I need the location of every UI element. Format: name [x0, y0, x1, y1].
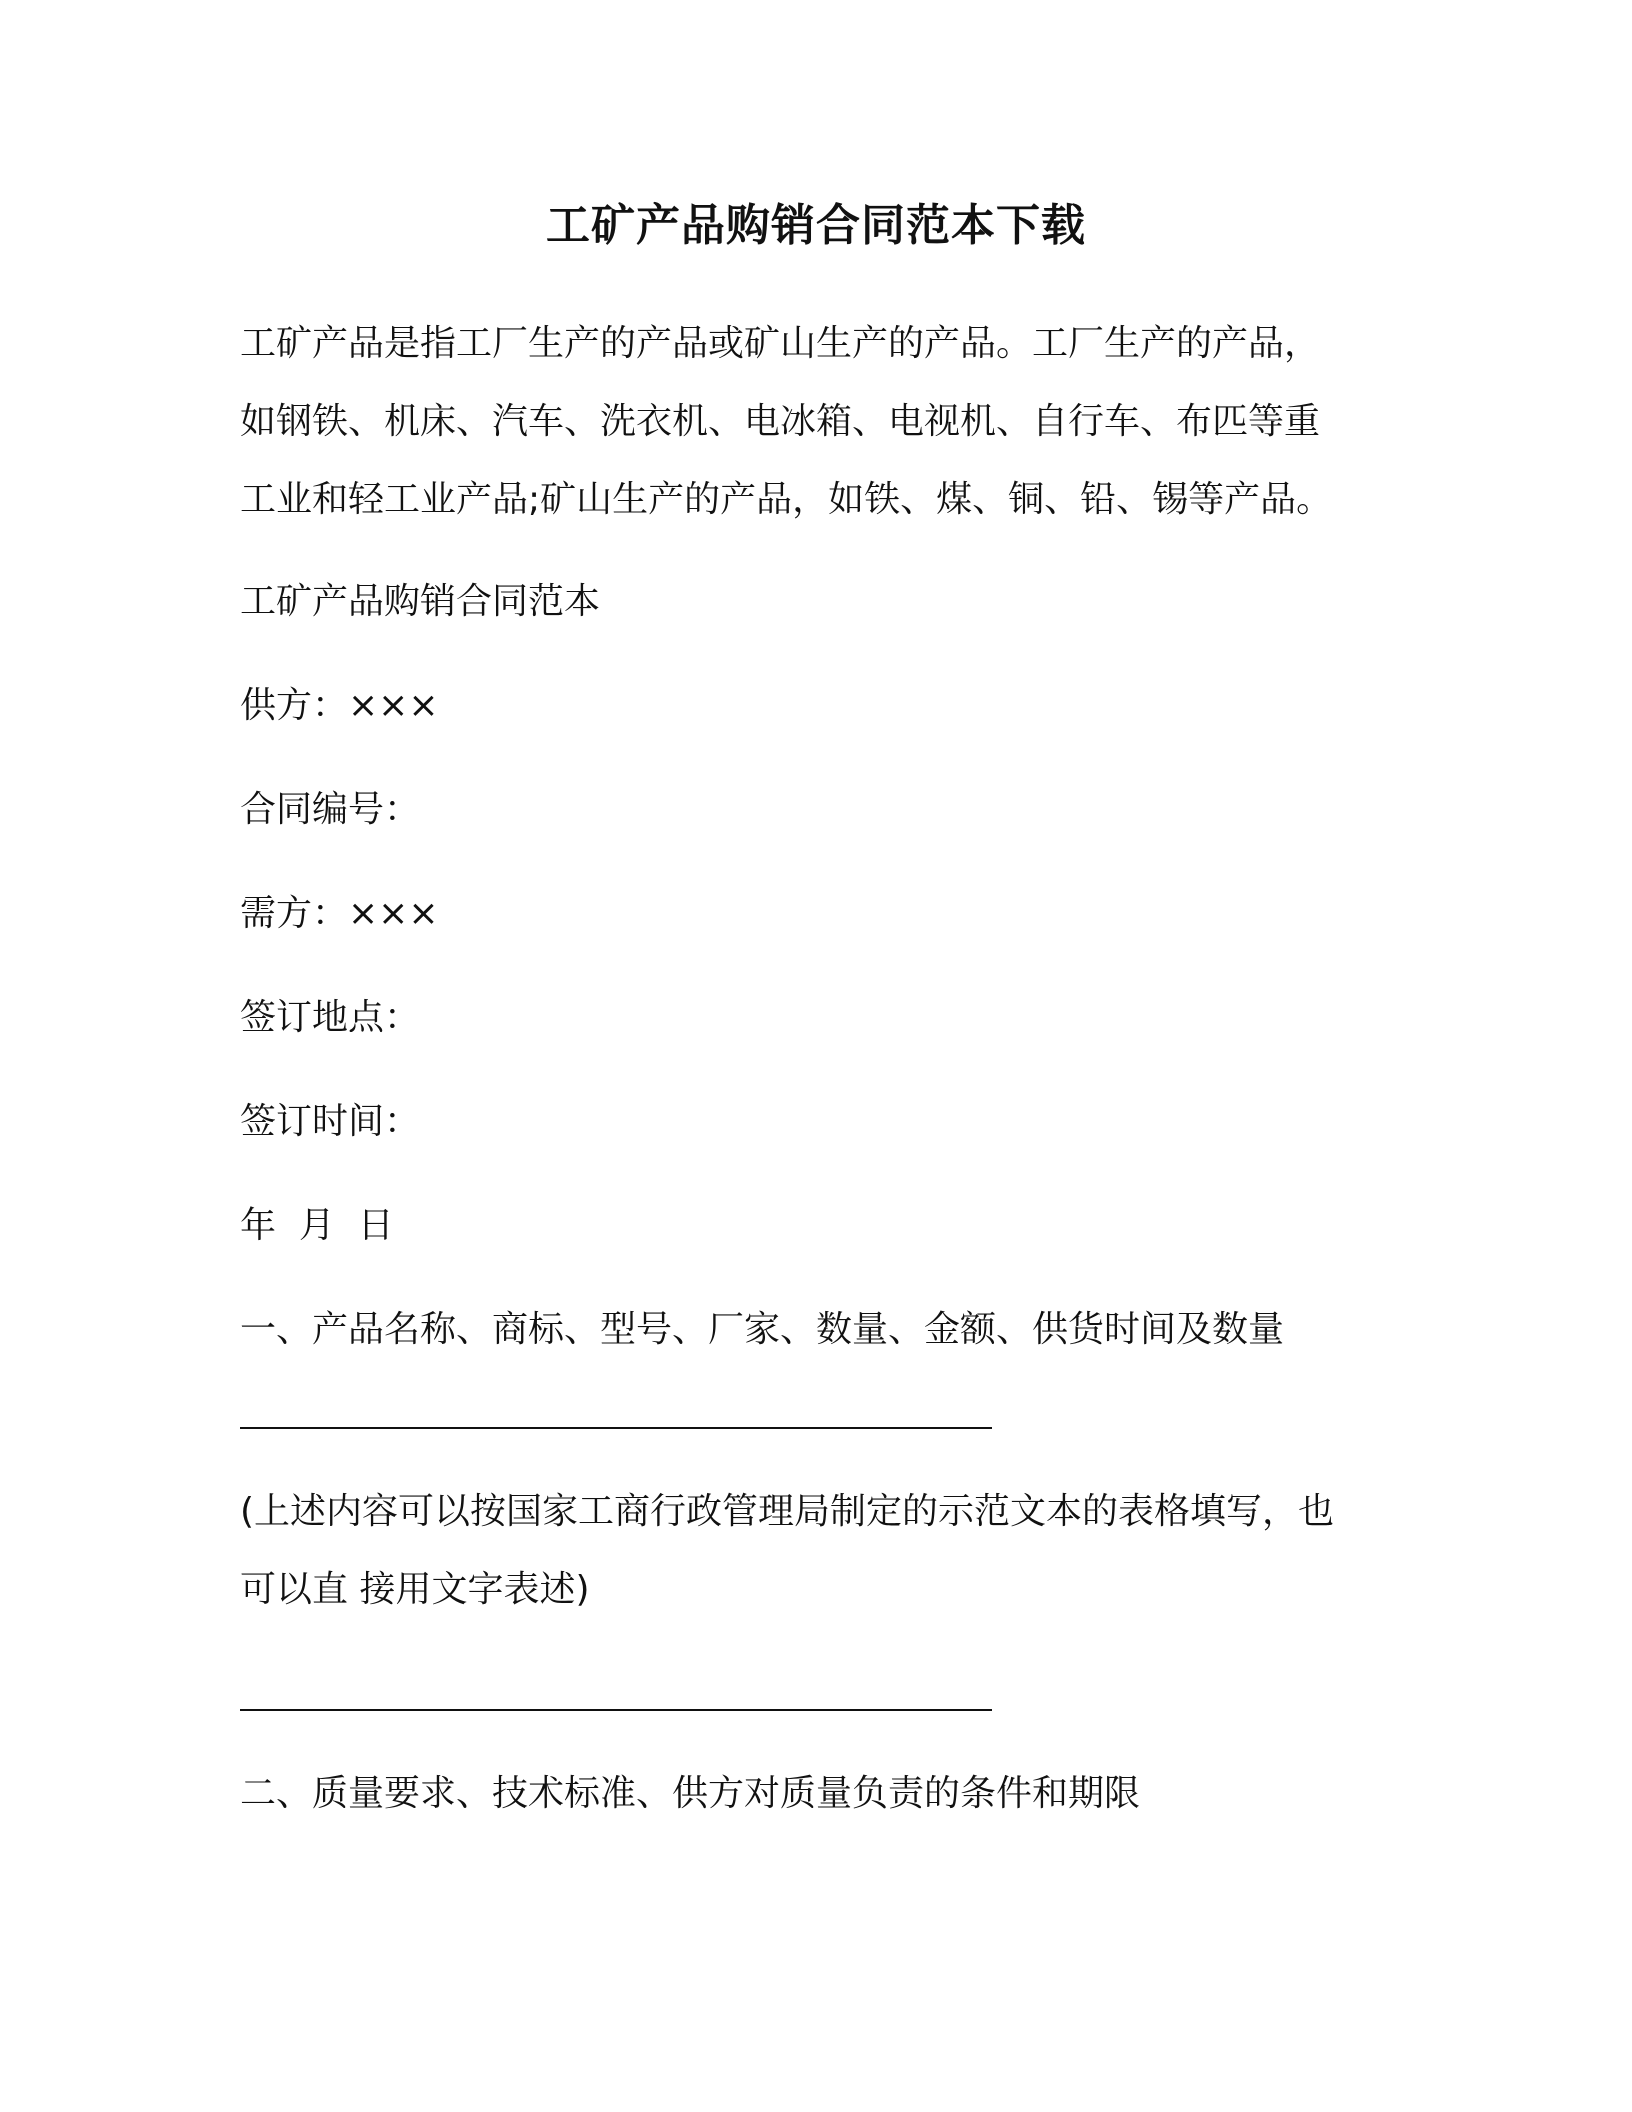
blank-line-1 — [240, 1427, 992, 1429]
intro-line-3: 工业和轻工业产品;矿山生产的产品，如铁、煤、铜、铅、锡等产品。 — [240, 479, 1333, 520]
section-2-heading: 二、质量要求、技术标准、供方对质量负责的条件和期限 — [240, 1773, 1141, 1814]
contract-number-field: 合同编号： — [240, 789, 421, 830]
buyer-field: 需方：××× — [240, 893, 439, 934]
contract-subtitle: 工矿产品购销合同范本 — [240, 581, 601, 622]
section-1-heading: 一、产品名称、商标、型号、厂家、数量、金额、供货时间及数量 — [240, 1309, 1285, 1350]
note-line-1: (上述内容可以按国家工商行政管理局制定的示范文本的表格填写，也 — [240, 1491, 1335, 1532]
sign-place-field: 签订地点： — [240, 997, 421, 1038]
supplier-field: 供方：××× — [240, 685, 439, 726]
document-title: 工矿产品购销合同范本下载 — [546, 200, 1086, 251]
note-line-2: 可以直 接用文字表述) — [240, 1569, 590, 1610]
date-field: 年 月 日 — [240, 1205, 394, 1246]
blank-line-2 — [240, 1709, 992, 1711]
sign-time-field: 签订时间： — [240, 1101, 421, 1142]
intro-line-1: 工矿产品是指工厂生产的产品或矿山生产的产品。工厂生产的产品， — [240, 323, 1321, 364]
intro-line-2: 如钢铁、机床、汽车、洗衣机、电冰箱、电视机、自行车、布匹等重 — [240, 401, 1321, 442]
